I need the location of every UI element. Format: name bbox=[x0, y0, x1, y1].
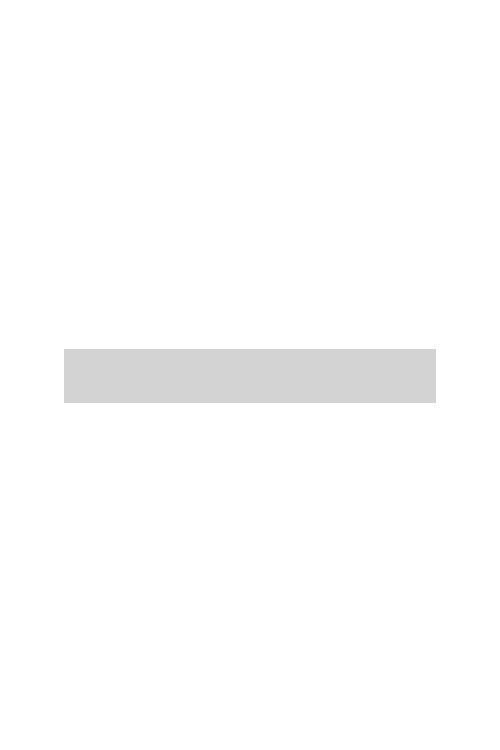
title-banner bbox=[64, 349, 436, 403]
